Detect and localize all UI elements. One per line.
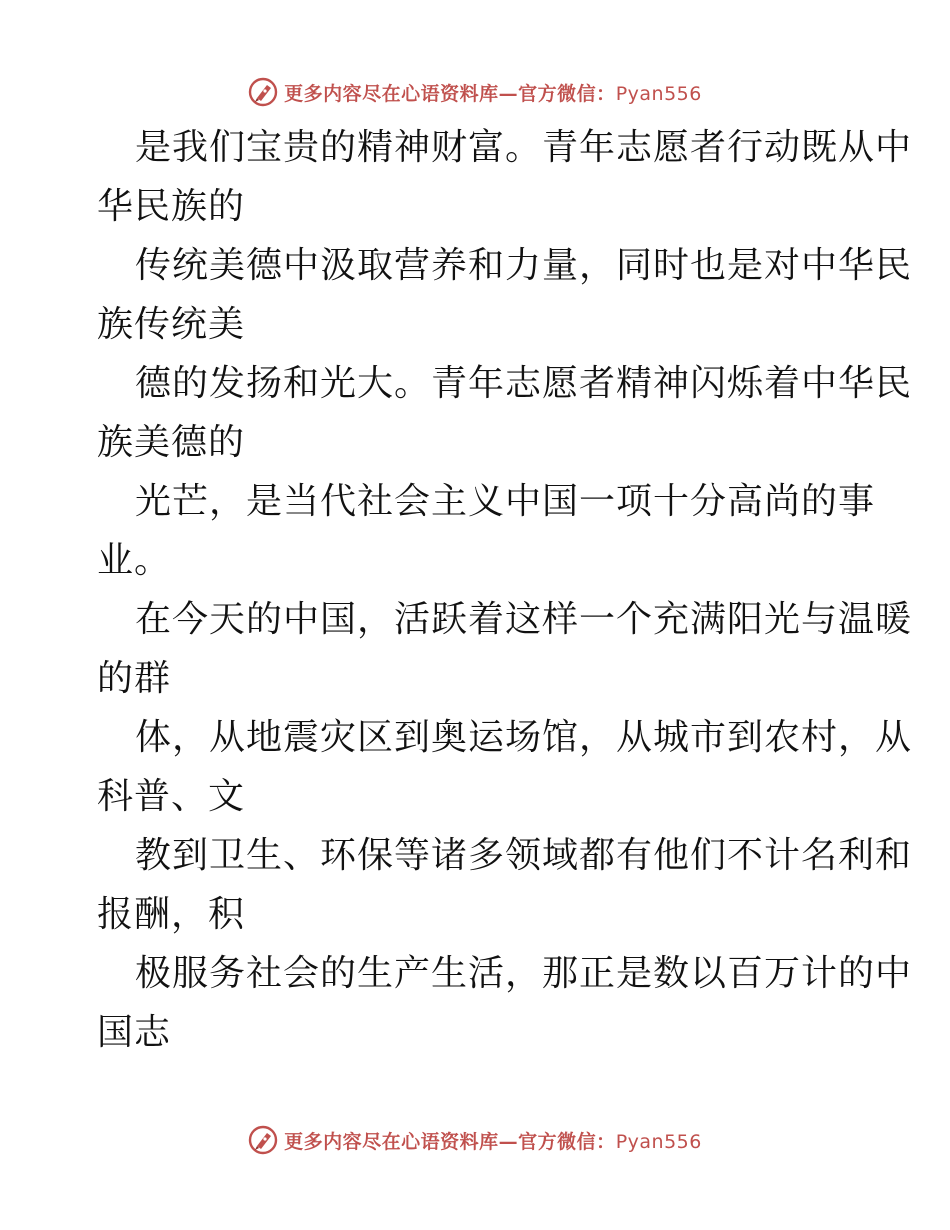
text-line: 德的发扬和光大。青年志愿者精神闪烁着中华民 (135, 363, 913, 404)
document-body (97, 118, 913, 1062)
watermark-separator: — (498, 1130, 519, 1153)
watermark-text (284, 1127, 702, 1154)
text-line: 在今天的中国，活跃着这样一个充满阳光与温暖 (135, 599, 913, 640)
footer-watermark[interactable] (0, 1120, 950, 1160)
text-line: 科普、文 (97, 776, 246, 817)
text-line: 国志 (97, 1012, 172, 1053)
watermark-suffix: 官方微信： (518, 82, 616, 105)
watermark-suffix: 官方微信： (518, 1130, 616, 1153)
text-line: 是我们宝贵的精神财富。青年志愿者行动既从中 (135, 127, 913, 168)
watermark-text (284, 79, 702, 106)
header-watermark[interactable] (0, 72, 950, 112)
pen-nib-circle-icon (248, 77, 278, 107)
watermark-separator: — (498, 82, 519, 105)
watermark-wechat-id: Pyan556 (615, 1130, 702, 1153)
pen-nib-circle-icon (248, 1125, 278, 1155)
text-line: 业。 (97, 540, 172, 581)
text-line: 体，从地震灾区到奥运场馆，从城市到农村，从 (135, 717, 913, 758)
text-line: 传统美德中汲取营养和力量，同时也是对中华民 (135, 245, 913, 286)
text-line: 光芒，是当代社会主义中国一项十分高尚的事 (135, 481, 876, 522)
text-line: 族传统美 (97, 304, 246, 345)
watermark-wechat-id: Pyan556 (615, 82, 702, 105)
text-line: 的群 (97, 658, 172, 699)
text-line: 极服务社会的生产生活，那正是数以百万计的中 (135, 953, 913, 994)
watermark-brand: 更多内容尽在心语资料库 (284, 1130, 499, 1153)
text-line: 报酬，积 (97, 894, 246, 935)
text-line: 华民族的 (97, 186, 246, 227)
text-line: 教到卫生、环保等诸多领域都有他们不计名利和 (135, 835, 913, 876)
text-line: 族美德的 (97, 422, 246, 463)
watermark-brand: 更多内容尽在心语资料库 (284, 82, 499, 105)
